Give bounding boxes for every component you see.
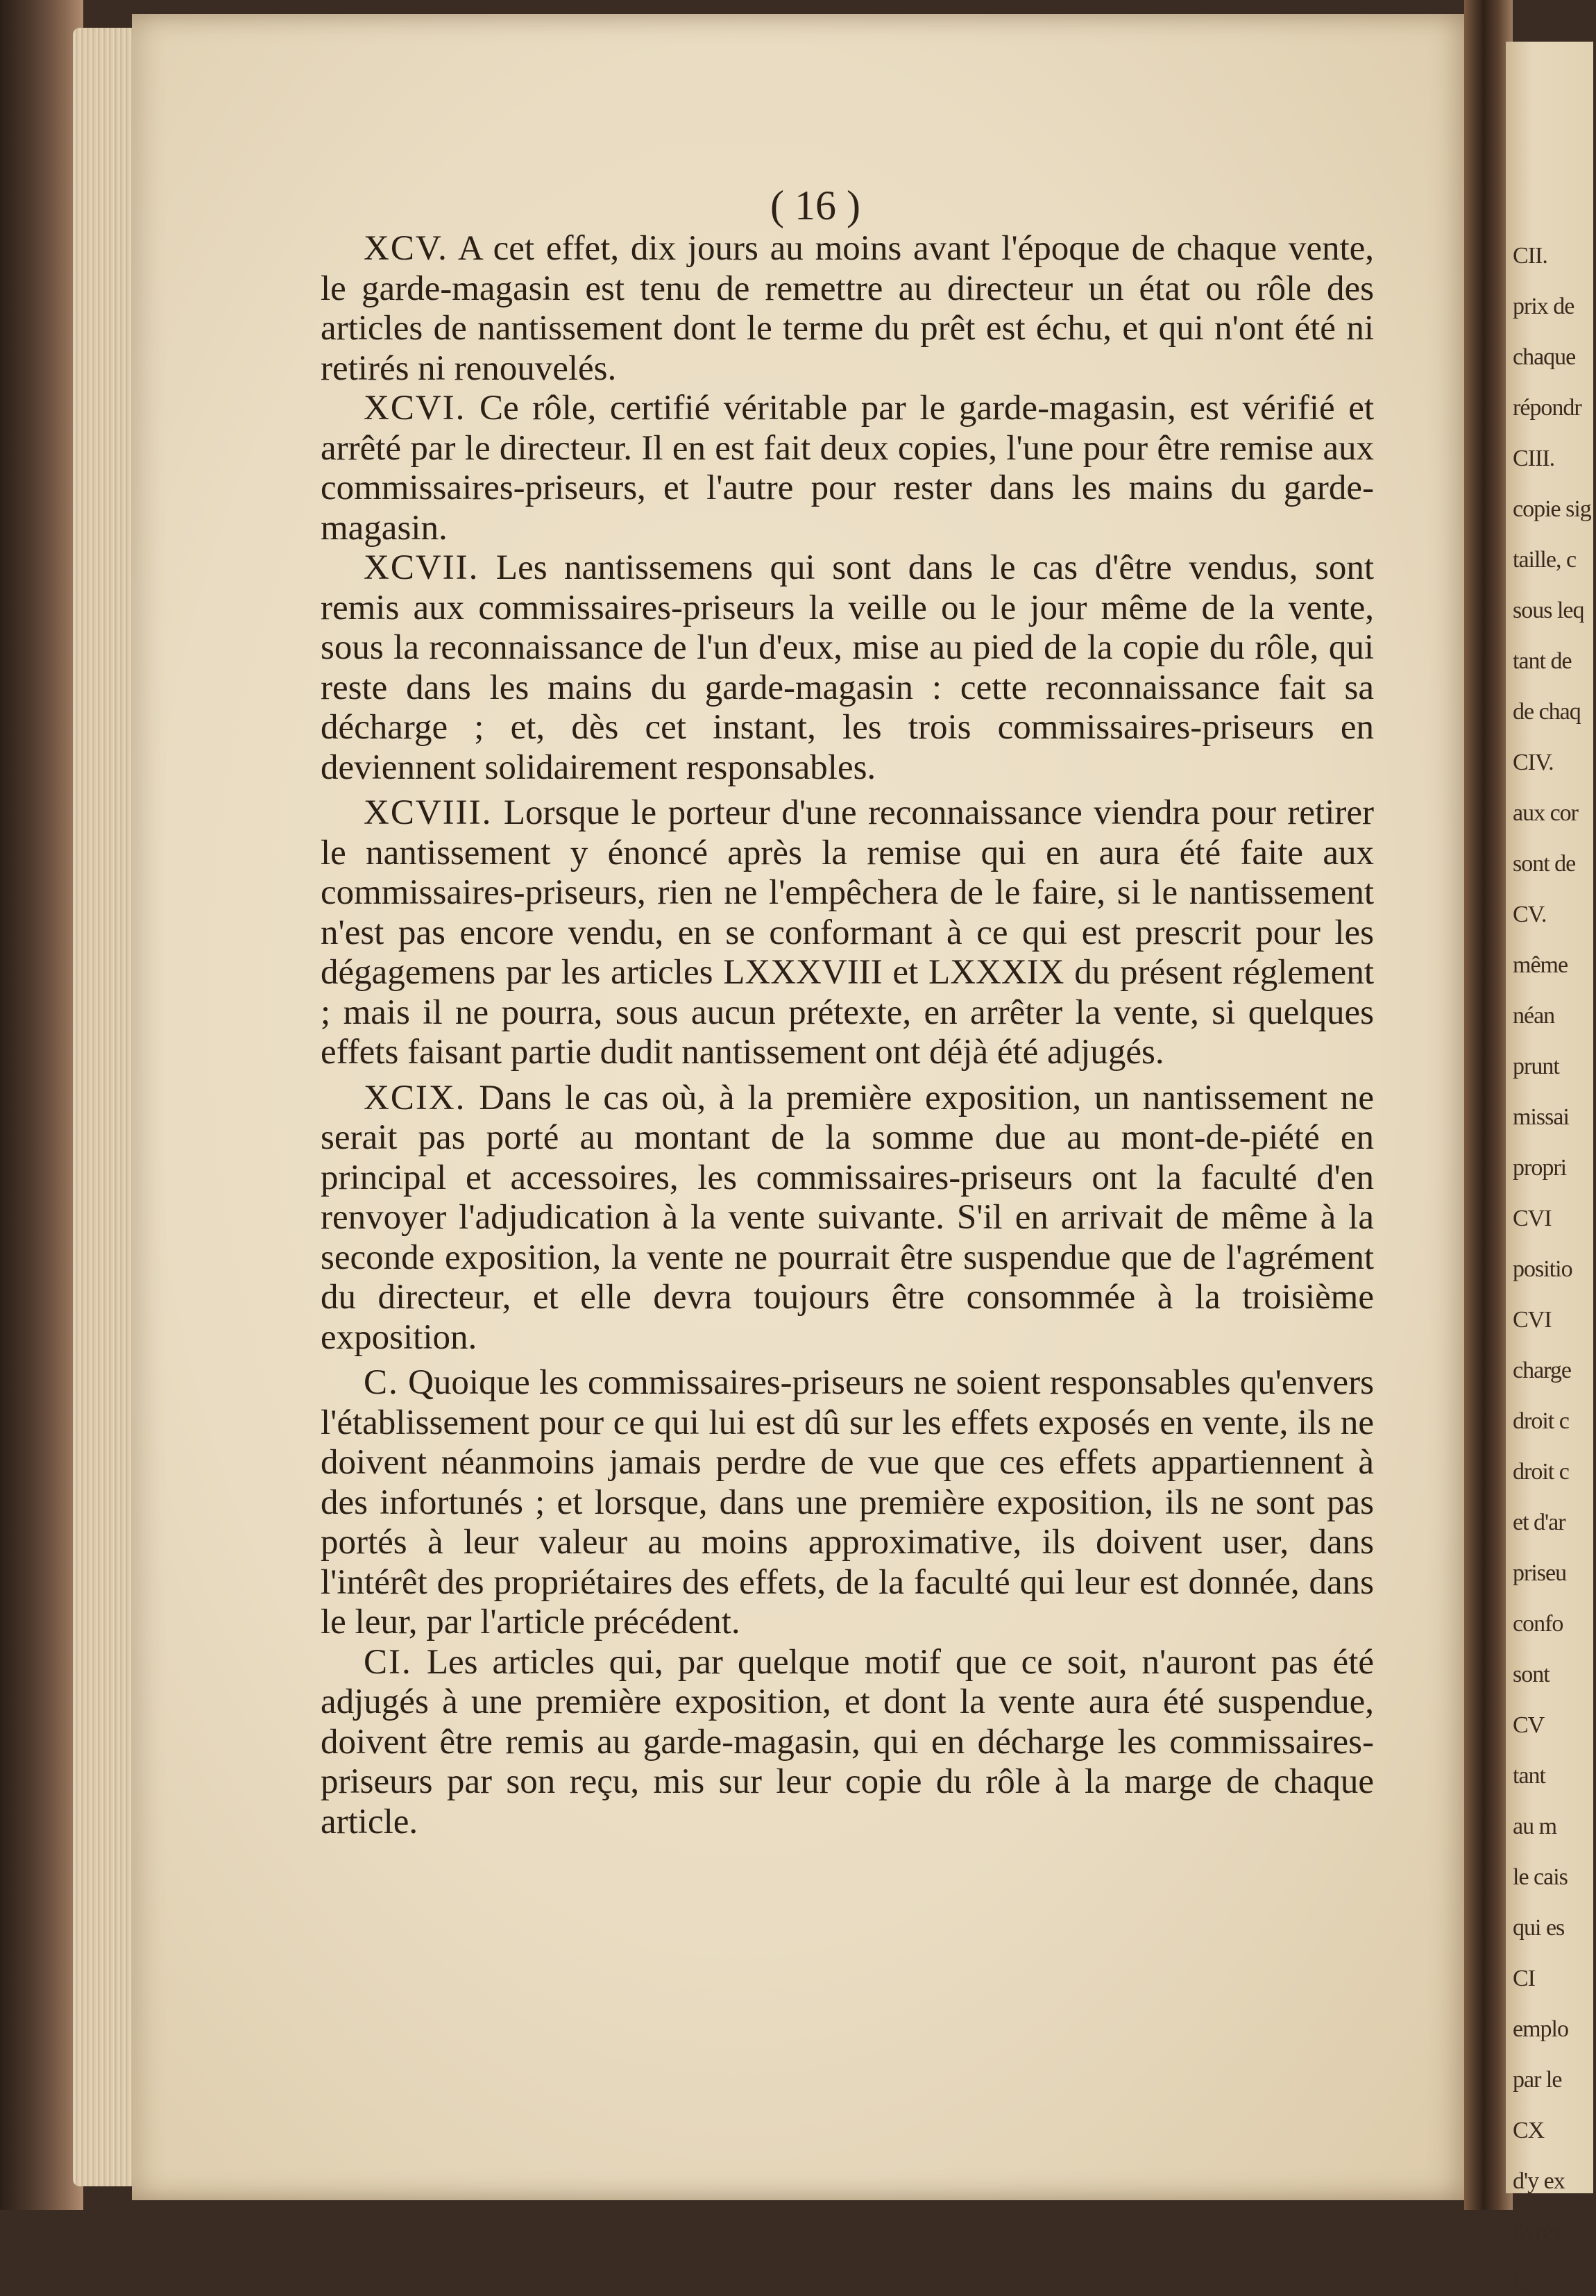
next-page-fragment: CII.: [1513, 243, 1547, 269]
next-page-fragment: CI: [1513, 1966, 1535, 1991]
next-page-fragment: droit c: [1513, 1459, 1569, 1485]
next-page-fragment: charge: [1513, 1358, 1571, 1383]
next-page-fragment: néan: [1513, 1003, 1555, 1029]
article-number: XCVIII.: [364, 793, 493, 832]
article-number: XCVII.: [364, 548, 479, 587]
next-page-fragment: CV.: [1513, 902, 1547, 927]
next-page-fragment: C.: [1513, 2270, 1534, 2295]
next-page-fragment: CV: [1513, 1712, 1545, 1738]
next-page-fragment: aux cor: [1513, 800, 1579, 826]
article-text: Lorsque le porteur d'une reconnaissance viendra pour retirer le nantissement y énoncé après la remise qui en aura été faite aux commissaires-priseurs, rien ne l'empêchera de le faire, si le nantissement n'est pas encore vendu, en se conformant à ce qui est prescrit pour les dégagemens par les articles LXXXVIII et LXXXIX du présent réglement ; mais il ne pourra, sous aucun prétexte, en arrêter la vente, si quelques effets faisant partie dudit nantissement ont déjà été adjugés.: [321, 793, 1374, 1072]
article-xcix: [321, 1079, 1374, 1358]
article-c: [321, 1363, 1374, 1643]
next-page-fragment: sont: [1513, 1662, 1550, 1687]
next-page-fragment: propri: [1513, 1155, 1567, 1181]
next-page-fragment: tant de: [1513, 648, 1572, 674]
article-number: XCVI.: [364, 389, 466, 428]
next-page-fragment: prunt: [1513, 1054, 1559, 1079]
next-page-fragment: priseu: [1513, 1560, 1567, 1586]
next-page-fragment: de chaq: [1513, 699, 1581, 725]
page-edges: [73, 28, 139, 2186]
article-number: XCV.: [364, 229, 448, 268]
next-page-fragment: confo: [1513, 1611, 1563, 1637]
next-page-fragment: qui es: [1513, 1915, 1565, 1941]
article-xcviii: [321, 793, 1374, 1073]
article-number: C.: [364, 1363, 399, 1402]
next-page-fragment: par le: [1513, 2067, 1562, 2093]
next-page-fragment: chaque: [1513, 344, 1576, 370]
next-page-fragment: sont de: [1513, 851, 1576, 877]
article-text: A cet effet, dix jours au moins avant l'époque de chaque vente, le garde-magasin est tenu de remettre au directeur un état ou rôle des articles de nantissement dont le terme du prêt est échu, et qui n'ont été ni retirés ni renouvelés.: [321, 229, 1375, 388]
next-page-fragment: d'y ex: [1513, 2168, 1565, 2194]
next-page-fragment: droit c: [1513, 1408, 1569, 1434]
next-page-fragment: le cais: [1513, 1864, 1568, 1890]
article-xcv: [321, 229, 1374, 389]
article-xcvii: [321, 548, 1374, 788]
next-page-fragment: même: [1513, 952, 1568, 978]
article-text: Les articles qui, par quelque motif que ce soit, n'auront pas été adjugés à une première exposition, et dont la vente aura été suspendue, doivent être remis au garde-magasin, qui en décharge les commissaires-priseurs par son reçu, mis sur leur copie du rôle à la marge de chaque article.: [321, 1642, 1375, 1841]
article-text: Quoique les commissaires-priseurs ne soient responsables qu'envers l'établissement pour ce qui lui est dû sur les effets exposés en vente, ils ne doivent néanmoins jamais perdre de vue que ces effets appartiennent à des infortunés ; et lorsque, dans une première exposition, ils ne sont pas portés à leur valeur au moins approximative, ils doivent user, dans l'intérêt des propriétaires des effets, de la faculté qui leur est donnée, dans le leur, par l'article précédent.: [321, 1363, 1374, 1641]
next-page-fragment: CVI: [1513, 1307, 1552, 1333]
next-page-fragment: CIII.: [1513, 446, 1555, 471]
next-page-fragment: prix de: [1513, 294, 1574, 319]
book-binding-edge: [0, 0, 83, 2210]
next-page-fragment: positio: [1513, 1256, 1572, 1282]
article-number: CI.: [364, 1642, 412, 1682]
article-ci: [321, 1643, 1374, 1843]
next-page-fragment: et d'ar: [1513, 1510, 1565, 1535]
next-page-fragment: tant: [1513, 1763, 1545, 1789]
next-page-fragment: répondr: [1513, 395, 1581, 421]
next-page-fragment: livrés: [1513, 2219, 1561, 2245]
next-page-fragment: missai: [1513, 1104, 1569, 1130]
page-number: ( 16 ): [770, 183, 860, 228]
article-text: Les nantissemens qui sont dans le cas d'être vendus, sont remis aux commissaires-priseurs la veille ou le jour même de la vente, sous la reconnaissance de l'un d'eux, mise au pied de la copie du rôle, qui reste dans les mains du garde-magasin : cette reconnaissance fait sa décharge ; et, dès cet instant, les trois commissaires-priseurs en deviennent solidairement responsables.: [321, 548, 1375, 787]
next-page-edge: [1506, 42, 1593, 2295]
next-page-fragment: CX: [1513, 2118, 1545, 2143]
next-page-fragment: CVI: [1513, 1206, 1552, 1231]
next-page-fragment: au m: [1513, 1814, 1557, 1839]
next-page-fragment: copie sig: [1513, 496, 1591, 522]
next-page-fragment: sous leq: [1513, 598, 1584, 623]
next-page-fragment: emplo: [1513, 2016, 1568, 2042]
article-text: Ce rôle, certifié véritable par le garde-magasin, est vérifié et arrêté par le directeur. Il en est fait deux copies, l'une pour être remise aux commissaires-priseurs, et l'autre pour rester dans les mains du garde-magasin.: [321, 389, 1375, 548]
article-text: Dans le cas où, à la première exposition, un nantissement ne serait pas porté au montant de la somme due au mont-de-piété en principal et accessoires, les commissaires-priseurs ont la faculté d'en renvoyer l'adjudication à la vente suivante. S'il en arrivait de même à la seconde exposition, la vente ne pourrait être suspendue que de l'agrément du directeur, et elle devra toujours être consommée à la troisième exposition.: [321, 1078, 1374, 1357]
next-page-fragment: taille, c: [1513, 547, 1577, 573]
next-page-fragment: CIV.: [1513, 750, 1554, 775]
article-xcvi: [321, 389, 1374, 548]
page-text-body: [321, 229, 1374, 1842]
article-number: XCIX.: [364, 1078, 466, 1117]
